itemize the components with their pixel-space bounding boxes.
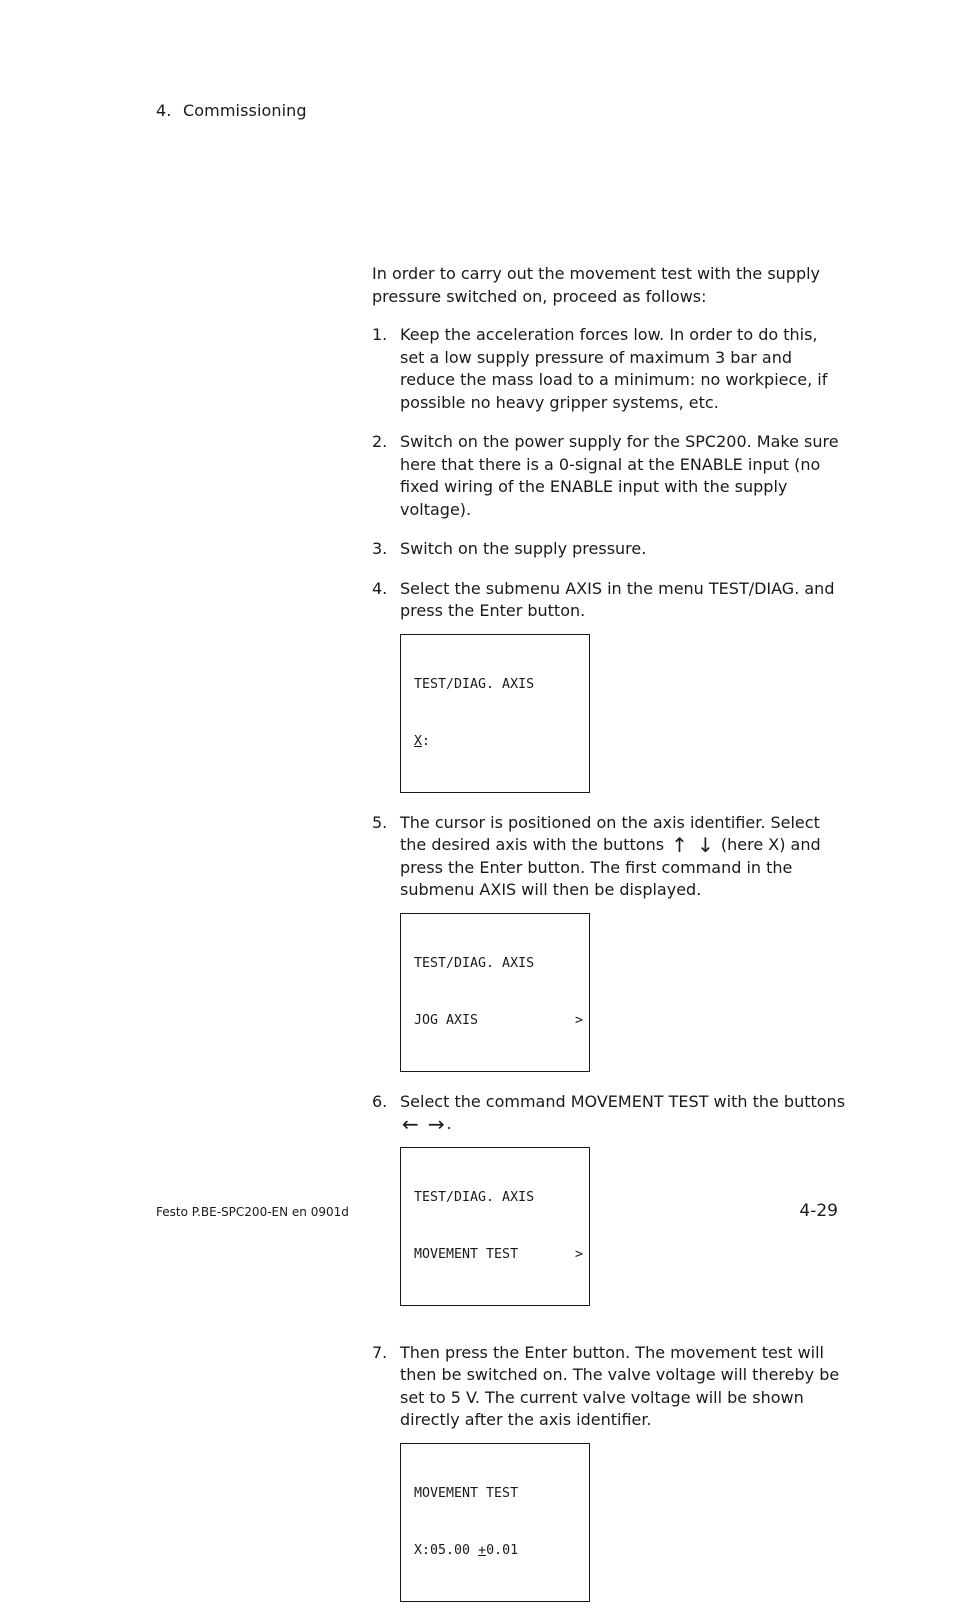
step-number: 7. (372, 1342, 388, 1362)
step-number: 5. (372, 812, 388, 832)
lcd-line-2 (414, 1011, 583, 1030)
step-text: Then press the Enter button. The movement test will then be switched on. The valve voltage will thereby be set to 5 V. The current valve voltage will be shown directly after the axis identifier. (400, 1342, 840, 1429)
step-number: 6. (372, 1091, 388, 1111)
step-text: Switch on the power supply for the SPC200. Make sure here that there is a 0-signal at the ENABLE input (no fixed wiring of the ENABLE input with the supply voltage). (400, 432, 839, 519)
lcd-more-indicator: > (574, 1246, 583, 1262)
step-7 (372, 1342, 847, 1432)
lcd-plus-minus-sign: + (478, 1542, 487, 1558)
lcd-line-1 (414, 675, 583, 694)
arrow-right-icon: → (427, 1112, 445, 1136)
step-4 (372, 578, 847, 623)
footer-doc-id: Festo P.BE-SPC200-EN en 0901d (156, 1205, 349, 1219)
chapter-number: 4. (156, 101, 172, 120)
step-2 (372, 431, 847, 521)
step-5 (372, 812, 847, 902)
step-text: Select the command MOVEMENT TEST with the buttons ← → . (400, 1091, 846, 1136)
lcd-text: X:05.00 (414, 1542, 479, 1558)
lcd-display-axis-select (400, 634, 590, 793)
lcd-cursor: X (414, 733, 423, 749)
chapter-header (156, 101, 307, 120)
lcd-line-1 (414, 1188, 583, 1207)
lcd-line-2 (414, 732, 583, 751)
lcd-text: JOG AXIS (414, 1012, 479, 1028)
lcd-text: 0.01 (486, 1542, 519, 1558)
page-number: 4-29 (799, 1201, 838, 1221)
lcd-display-movement-test (400, 1147, 590, 1306)
lcd-line-1 (414, 954, 583, 973)
lcd-display-valve-voltage (400, 1443, 590, 1602)
step-number: 4. (372, 578, 388, 598)
lcd-line-2 (414, 1245, 583, 1264)
intro-paragraph: In order to carry out the movement test with the supply pressure switched on, proceed as follows: (372, 264, 821, 306)
step-text: Select the submenu AXIS in the menu TEST/DIAG. and press the Enter button. (400, 578, 835, 620)
step-text: Switch on the supply pressure. (400, 539, 647, 558)
step-1 (372, 324, 847, 414)
step-text: The cursor is positioned on the axis identifier. Select the desired axis with the buttons ↑ ↓ (here X) and press the Enter button. The first command in the submenu AXIS will then be displayed. (400, 812, 821, 899)
step-number: 1. (372, 325, 388, 344)
lcd-display-jog-axis (400, 913, 590, 1072)
chapter-title: Commissioning (183, 101, 307, 120)
step-6 (372, 1091, 847, 1136)
arrow-left-icon: ← (402, 1112, 419, 1136)
step-number: 3. (372, 539, 388, 558)
main-content (372, 263, 847, 1621)
step-3 (372, 538, 847, 561)
arrow-down-icon: ↓ (697, 833, 714, 857)
step-number: 2. (372, 432, 388, 451)
lcd-text: : (422, 733, 431, 749)
lcd-text: TEST/DIAG. AXIS (414, 676, 535, 692)
lcd-text: TEST/DIAG. AXIS (414, 1189, 535, 1205)
lcd-line-2 (414, 1541, 583, 1560)
lcd-text: TEST/DIAG. AXIS (414, 955, 535, 971)
step-text: Keep the acceleration forces low. In order to do this, set a low supply pressure of maximum 3 bar and reduce the mass load to a minimum: no workpiece, if possible no heavy gripper systems, etc. (400, 325, 828, 412)
lcd-text: MOVEMENT TEST (414, 1485, 519, 1501)
lcd-text: MOVEMENT TEST (414, 1246, 519, 1262)
lcd-more-indicator: > (574, 1012, 583, 1028)
lcd-line-1 (414, 1484, 583, 1503)
arrow-up-icon: ↑ (671, 833, 688, 857)
